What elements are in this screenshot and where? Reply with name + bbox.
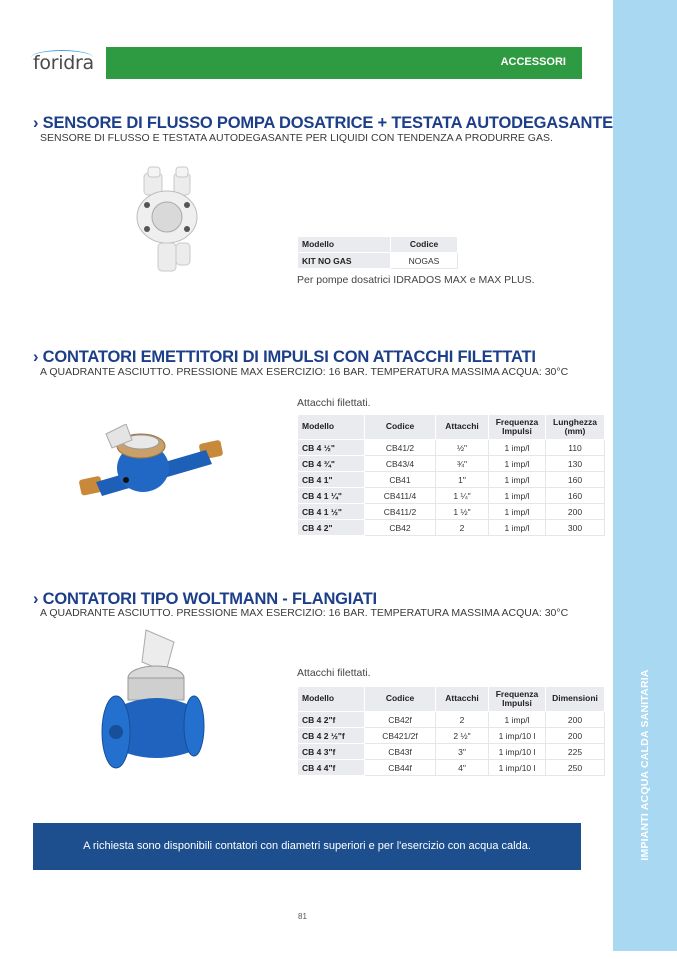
section-subtitle-contatori: A QUADRANTE ASCIUTTO. PRESSIONE MAX ESERCIZIO: 16 BAR. TEMPERATURA MASSIMA ACQUA: 30°C [40, 366, 569, 378]
table-row [298, 728, 605, 744]
cell-freq: 1 imp/l [489, 456, 546, 472]
cell-code: CB43f [365, 744, 436, 760]
table-row [298, 760, 605, 776]
cell-code: CB42f [365, 712, 436, 728]
woltmann-table [297, 686, 605, 776]
cell-attacco: 2 [436, 520, 489, 536]
cell-length: 160 [546, 488, 605, 504]
cell-length: 300 [546, 520, 605, 536]
section-header-bar [106, 47, 582, 79]
table-row [298, 440, 605, 456]
cell-model: CB 4 1 ½" [298, 504, 365, 520]
info-banner-text: A richiesta sono disponibili contatori con diametri superiori e per l'esercizio con acqua calda. [83, 840, 531, 852]
table-row [298, 253, 458, 269]
col-frequenza: Frequenza Impulsi [489, 415, 546, 440]
cell-code: CB411/2 [365, 504, 436, 520]
woltmann-caption: Attacchi filettati. [297, 667, 371, 679]
section-header-label: ACCESSORI [500, 56, 566, 68]
cell-model: CB 4 1" [298, 472, 365, 488]
col-codice: Codice [391, 237, 458, 253]
cell-dimension: 250 [546, 760, 605, 776]
table-row [298, 472, 605, 488]
section-title-woltmann: › CONTATORI TIPO WOLTMANN - FLANGIATI [33, 590, 377, 608]
cell-freq: 1 imp/l [489, 712, 546, 728]
cell-attacco: ½" [436, 440, 489, 456]
col-modello: Modello [298, 237, 391, 253]
cell-freq: 1 imp/l [489, 520, 546, 536]
brand-logo: foridra [33, 52, 94, 74]
cell-length: 160 [546, 472, 605, 488]
cell-attacco: 2 [436, 712, 489, 728]
cell-freq: 1 imp/l [489, 440, 546, 456]
woltmann-meter-image [96, 628, 208, 780]
table-row [298, 456, 605, 472]
cell-length: 130 [546, 456, 605, 472]
cell-attacco: 2 ½" [436, 728, 489, 744]
side-band-label: IMPIANTI ACQUA CALDA SANITARIA [639, 669, 651, 861]
table-row [298, 744, 605, 760]
cell-model: CB 4 1 ¼" [298, 488, 365, 504]
cell-code: CB41/2 [365, 440, 436, 456]
cell-freq: 1 imp/10 l [489, 760, 546, 776]
cell-model: KIT NO GAS [298, 253, 391, 269]
section-subtitle-sensore: SENSORE DI FLUSSO E TESTATA AUTODEGASANTE PER LIQUIDI CON TENDENZA A PRODURRE GAS. [40, 132, 553, 144]
cell-code: CB44f [365, 760, 436, 776]
table-row [298, 504, 605, 520]
cell-attacco: 1 ¼" [436, 488, 489, 504]
cell-code: CB42 [365, 520, 436, 536]
cell-model: CB 4 2"f [298, 712, 365, 728]
cell-freq: 1 imp/l [489, 488, 546, 504]
col-frequenza: Frequenza Impulsi [489, 687, 546, 712]
flow-sensor-image [130, 165, 205, 277]
cell-model: CB 4 4"f [298, 760, 365, 776]
table-row [298, 488, 605, 504]
cell-code: CB421/2f [365, 728, 436, 744]
col-attacchi: Attacchi [436, 415, 489, 440]
section-title-sensore: › SENSORE DI FLUSSO POMPA DOSATRICE + TESTATA AUTODEGASANTE [33, 114, 613, 132]
cell-model: CB 4 ¾" [298, 456, 365, 472]
col-dimensioni: Dimensioni [546, 687, 605, 712]
cell-code: CB43/4 [365, 456, 436, 472]
cell-freq: 1 imp/10 l [489, 728, 546, 744]
cell-model: CB 4 2 ½"f [298, 728, 365, 744]
cell-attacco: 1" [436, 472, 489, 488]
table-row [298, 520, 605, 536]
cell-freq: 1 imp/l [489, 472, 546, 488]
cell-dimension: 200 [546, 712, 605, 728]
cell-attacco: 3" [436, 744, 489, 760]
col-attacchi: Attacchi [436, 687, 489, 712]
threaded-caption: Attacchi filettati. [297, 397, 371, 409]
col-codice: Codice [365, 415, 436, 440]
cell-model: CB 4 3"f [298, 744, 365, 760]
col-lunghezza: Lunghezza (mm) [546, 415, 605, 440]
cell-code: CB41 [365, 472, 436, 488]
section-title-contatori: › CONTATORI EMETTITORI DI IMPULSI CON ATTACCHI FILETTATI [33, 348, 536, 366]
cell-dimension: 225 [546, 744, 605, 760]
cell-model: CB 4 2" [298, 520, 365, 536]
threaded-meters-table [297, 414, 605, 536]
col-codice: Codice [365, 687, 436, 712]
section-subtitle-woltmann: A QUADRANTE ASCIUTTO. PRESSIONE MAX ESERCIZIO: 16 BAR. TEMPERATURA MASSIMA ACQUA: 30°C [40, 607, 569, 619]
info-banner [33, 823, 581, 870]
cell-code: CB411/4 [365, 488, 436, 504]
cell-freq: 1 imp/l [489, 504, 546, 520]
cell-attacco: 4" [436, 760, 489, 776]
sensore-note: Per pompe dosatrici IDRADOS MAX e MAX PLUS. [297, 274, 535, 286]
page-number: 81 [298, 912, 307, 921]
cell-model: CB 4 ½" [298, 440, 365, 456]
cell-attacco: 1 ½" [436, 504, 489, 520]
cell-attacco: ¾" [436, 456, 489, 472]
col-modello: Modello [298, 415, 365, 440]
threaded-meter-image [78, 424, 228, 504]
cell-dimension: 200 [546, 728, 605, 744]
cell-length: 110 [546, 440, 605, 456]
cell-code: NOGAS [391, 253, 458, 269]
cell-freq: 1 imp/10 l [489, 744, 546, 760]
table-row [298, 712, 605, 728]
col-modello: Modello [298, 687, 365, 712]
sensore-table [297, 236, 458, 269]
cell-length: 200 [546, 504, 605, 520]
